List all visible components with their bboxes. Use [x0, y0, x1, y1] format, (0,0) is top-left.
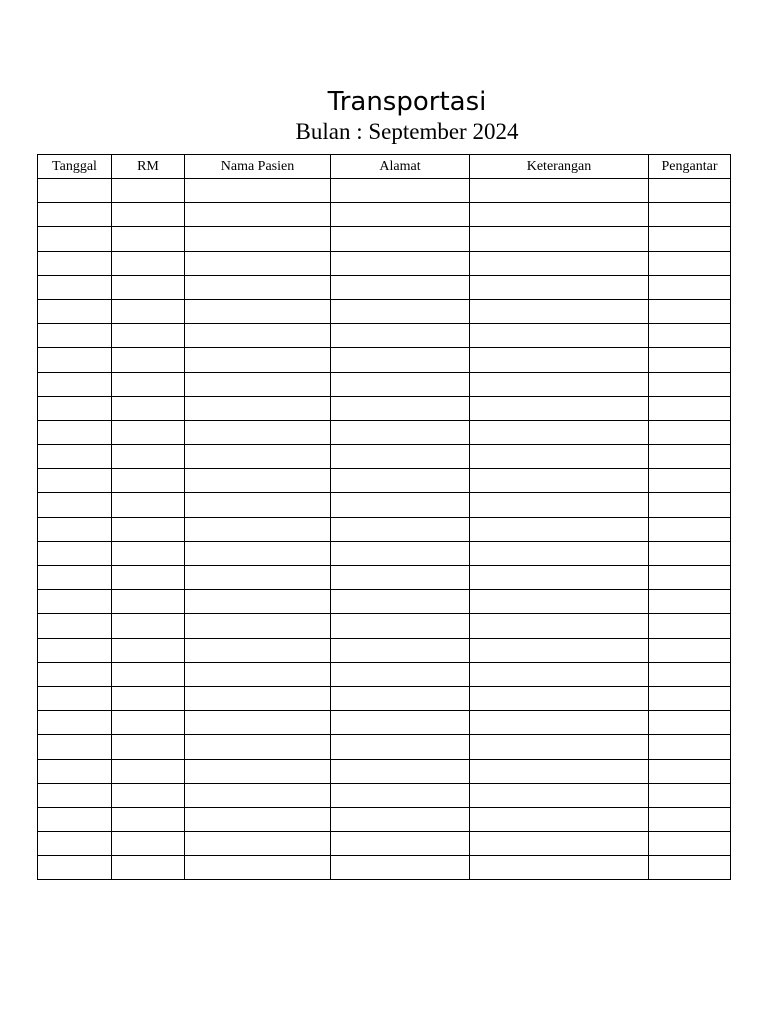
table-cell — [38, 469, 112, 493]
table-cell — [470, 251, 649, 275]
table-cell — [38, 638, 112, 662]
table-cell — [331, 686, 470, 710]
table-cell — [470, 735, 649, 759]
table-cell — [185, 517, 331, 541]
table-cell — [38, 420, 112, 444]
table-cell — [38, 227, 112, 251]
table-row — [38, 203, 731, 227]
table-cell — [185, 469, 331, 493]
table-cell — [112, 203, 185, 227]
table-cell — [470, 638, 649, 662]
table-cell — [38, 372, 112, 396]
table-row — [38, 251, 731, 275]
table-cell — [112, 662, 185, 686]
table-row — [38, 638, 731, 662]
table-row — [38, 614, 731, 638]
table-cell — [185, 541, 331, 565]
table-cell — [112, 783, 185, 807]
table-row — [38, 541, 731, 565]
table-cell — [112, 445, 185, 469]
table-cell — [470, 517, 649, 541]
table-cell — [112, 396, 185, 420]
table-cell — [185, 783, 331, 807]
table-cell — [331, 469, 470, 493]
table-cell — [331, 783, 470, 807]
table-cell — [331, 856, 470, 880]
table-cell — [649, 493, 731, 517]
table-cell — [38, 614, 112, 638]
table-cell — [185, 227, 331, 251]
document-title: Transportasi — [327, 87, 487, 117]
table-cell — [38, 783, 112, 807]
table-cell — [112, 517, 185, 541]
table-cell — [470, 711, 649, 735]
table-cell — [470, 275, 649, 299]
table-cell — [331, 275, 470, 299]
table-row — [38, 856, 731, 880]
table-row — [38, 517, 731, 541]
table-cell — [331, 179, 470, 203]
table-cell — [649, 566, 731, 590]
table-cell — [331, 566, 470, 590]
table-cell — [470, 541, 649, 565]
table-cell — [649, 541, 731, 565]
table-cell — [112, 324, 185, 348]
table-cell — [331, 590, 470, 614]
table-cell — [470, 759, 649, 783]
table-cell — [38, 299, 112, 323]
document-subtitle: Bulan : September 2024 — [295, 119, 519, 144]
table-cell — [649, 275, 731, 299]
table-cell — [38, 179, 112, 203]
table-cell — [185, 420, 331, 444]
table-cell — [470, 662, 649, 686]
table-row — [38, 662, 731, 686]
table-cell — [38, 735, 112, 759]
table-cell — [185, 275, 331, 299]
table-cell — [38, 493, 112, 517]
table-cell — [185, 759, 331, 783]
table-cell — [331, 735, 470, 759]
table-row — [38, 445, 731, 469]
table-cell — [38, 856, 112, 880]
table-cell — [331, 396, 470, 420]
table-cell — [470, 445, 649, 469]
table-cell — [185, 832, 331, 856]
table-cell — [649, 856, 731, 880]
table-cell — [112, 566, 185, 590]
table-row — [38, 299, 731, 323]
table-cell — [649, 686, 731, 710]
table-cell — [470, 686, 649, 710]
table-cell — [649, 711, 731, 735]
table-cell — [331, 541, 470, 565]
table-cell — [649, 179, 731, 203]
table-cell — [185, 299, 331, 323]
table-cell — [185, 324, 331, 348]
table-cell — [112, 493, 185, 517]
transport-table — [37, 154, 731, 880]
table-cell — [185, 856, 331, 880]
table-cell — [470, 396, 649, 420]
table-cell — [38, 251, 112, 275]
table-cell — [649, 203, 731, 227]
table-cell — [649, 324, 731, 348]
table-cell — [470, 493, 649, 517]
table-cell — [470, 348, 649, 372]
table-cell — [470, 179, 649, 203]
table-cell — [470, 807, 649, 831]
table-cell — [38, 324, 112, 348]
table-cell — [185, 179, 331, 203]
table-cell — [38, 541, 112, 565]
column-header-nama-pasien: Nama Pasien — [185, 155, 331, 179]
table-cell — [470, 856, 649, 880]
table-cell — [649, 517, 731, 541]
table-cell — [112, 299, 185, 323]
table-cell — [38, 275, 112, 299]
table-cell — [649, 348, 731, 372]
table-cell — [470, 832, 649, 856]
table-cell — [38, 348, 112, 372]
table-cell — [112, 590, 185, 614]
table-cell — [470, 324, 649, 348]
table-cell — [649, 445, 731, 469]
table-cell — [112, 372, 185, 396]
table-cell — [112, 759, 185, 783]
table-cell — [38, 807, 112, 831]
table-cell — [331, 420, 470, 444]
table-row — [38, 348, 731, 372]
table-row — [38, 227, 731, 251]
table-cell — [649, 832, 731, 856]
column-header-tanggal: Tanggal — [38, 155, 112, 179]
table-cell — [649, 735, 731, 759]
table-row — [38, 686, 731, 710]
table-cell — [112, 735, 185, 759]
table-cell — [649, 396, 731, 420]
table-cell — [112, 541, 185, 565]
table-cell — [331, 372, 470, 396]
table-cell — [185, 396, 331, 420]
table-body — [38, 179, 731, 880]
table-cell — [112, 227, 185, 251]
column-header-pengantar: Pengantar — [649, 155, 731, 179]
table-cell — [649, 662, 731, 686]
table-cell — [331, 227, 470, 251]
table-cell — [112, 711, 185, 735]
table-cell — [470, 203, 649, 227]
table-row — [38, 735, 731, 759]
table-cell — [331, 807, 470, 831]
table-cell — [185, 662, 331, 686]
table-cell — [331, 517, 470, 541]
table-cell — [38, 203, 112, 227]
table-cell — [470, 566, 649, 590]
table-cell — [38, 662, 112, 686]
table-cell — [112, 614, 185, 638]
table-row — [38, 275, 731, 299]
table-cell — [38, 566, 112, 590]
table-cell — [649, 614, 731, 638]
table-cell — [470, 469, 649, 493]
table-cell — [649, 783, 731, 807]
table-cell — [185, 735, 331, 759]
table-cell — [38, 590, 112, 614]
table-row — [38, 324, 731, 348]
table-cell — [649, 807, 731, 831]
table-cell — [112, 420, 185, 444]
table-cell — [649, 469, 731, 493]
table-cell — [331, 638, 470, 662]
table-cell — [649, 372, 731, 396]
table-cell — [185, 348, 331, 372]
table-cell — [649, 590, 731, 614]
table-cell — [470, 783, 649, 807]
table-cell — [112, 469, 185, 493]
table-cell — [649, 299, 731, 323]
table-cell — [649, 759, 731, 783]
table-cell — [185, 686, 331, 710]
table-cell — [331, 445, 470, 469]
table-row — [38, 832, 731, 856]
table-cell — [331, 324, 470, 348]
table-cell — [470, 299, 649, 323]
table-cell — [112, 832, 185, 856]
table-cell — [38, 832, 112, 856]
table-cell — [331, 832, 470, 856]
table-cell — [331, 251, 470, 275]
table-cell — [470, 372, 649, 396]
table-cell — [185, 251, 331, 275]
table-row — [38, 783, 731, 807]
table-cell — [331, 614, 470, 638]
table-cell — [38, 686, 112, 710]
table-row — [38, 711, 731, 735]
table-cell — [331, 348, 470, 372]
column-header-rm: RM — [112, 155, 185, 179]
table-cell — [331, 299, 470, 323]
table-cell — [185, 372, 331, 396]
table-row — [38, 469, 731, 493]
table-header-row — [38, 155, 731, 179]
table-row — [38, 590, 731, 614]
table-row — [38, 420, 731, 444]
table-cell — [38, 445, 112, 469]
table-cell — [649, 420, 731, 444]
table-cell — [112, 807, 185, 831]
table-cell — [331, 662, 470, 686]
table-cell — [185, 566, 331, 590]
table-cell — [331, 493, 470, 517]
table-cell — [185, 445, 331, 469]
table-cell — [185, 590, 331, 614]
table-row — [38, 566, 731, 590]
column-header-alamat: Alamat — [331, 155, 470, 179]
table-cell — [185, 493, 331, 517]
table-row — [38, 396, 731, 420]
table-cell — [185, 807, 331, 831]
table-cell — [112, 856, 185, 880]
table-cell — [38, 517, 112, 541]
table-cell — [112, 348, 185, 372]
table-cell — [331, 759, 470, 783]
table-cell — [38, 711, 112, 735]
table-row — [38, 179, 731, 203]
table-cell — [470, 420, 649, 444]
table-cell — [470, 227, 649, 251]
table-cell — [185, 203, 331, 227]
table-cell — [185, 614, 331, 638]
table-cell — [38, 759, 112, 783]
table-cell — [112, 179, 185, 203]
table-cell — [331, 203, 470, 227]
table-row — [38, 759, 731, 783]
table-cell — [649, 251, 731, 275]
table-cell — [470, 614, 649, 638]
table-row — [38, 807, 731, 831]
table-cell — [112, 251, 185, 275]
table-cell — [185, 638, 331, 662]
table-cell — [331, 711, 470, 735]
table-cell — [649, 638, 731, 662]
table-cell — [185, 711, 331, 735]
table-row — [38, 493, 731, 517]
table-cell — [112, 686, 185, 710]
table-cell — [112, 275, 185, 299]
table-cell — [470, 590, 649, 614]
table-row — [38, 372, 731, 396]
table-cell — [38, 396, 112, 420]
table-cell — [112, 638, 185, 662]
column-header-keterangan: Keterangan — [470, 155, 649, 179]
table-cell — [649, 227, 731, 251]
